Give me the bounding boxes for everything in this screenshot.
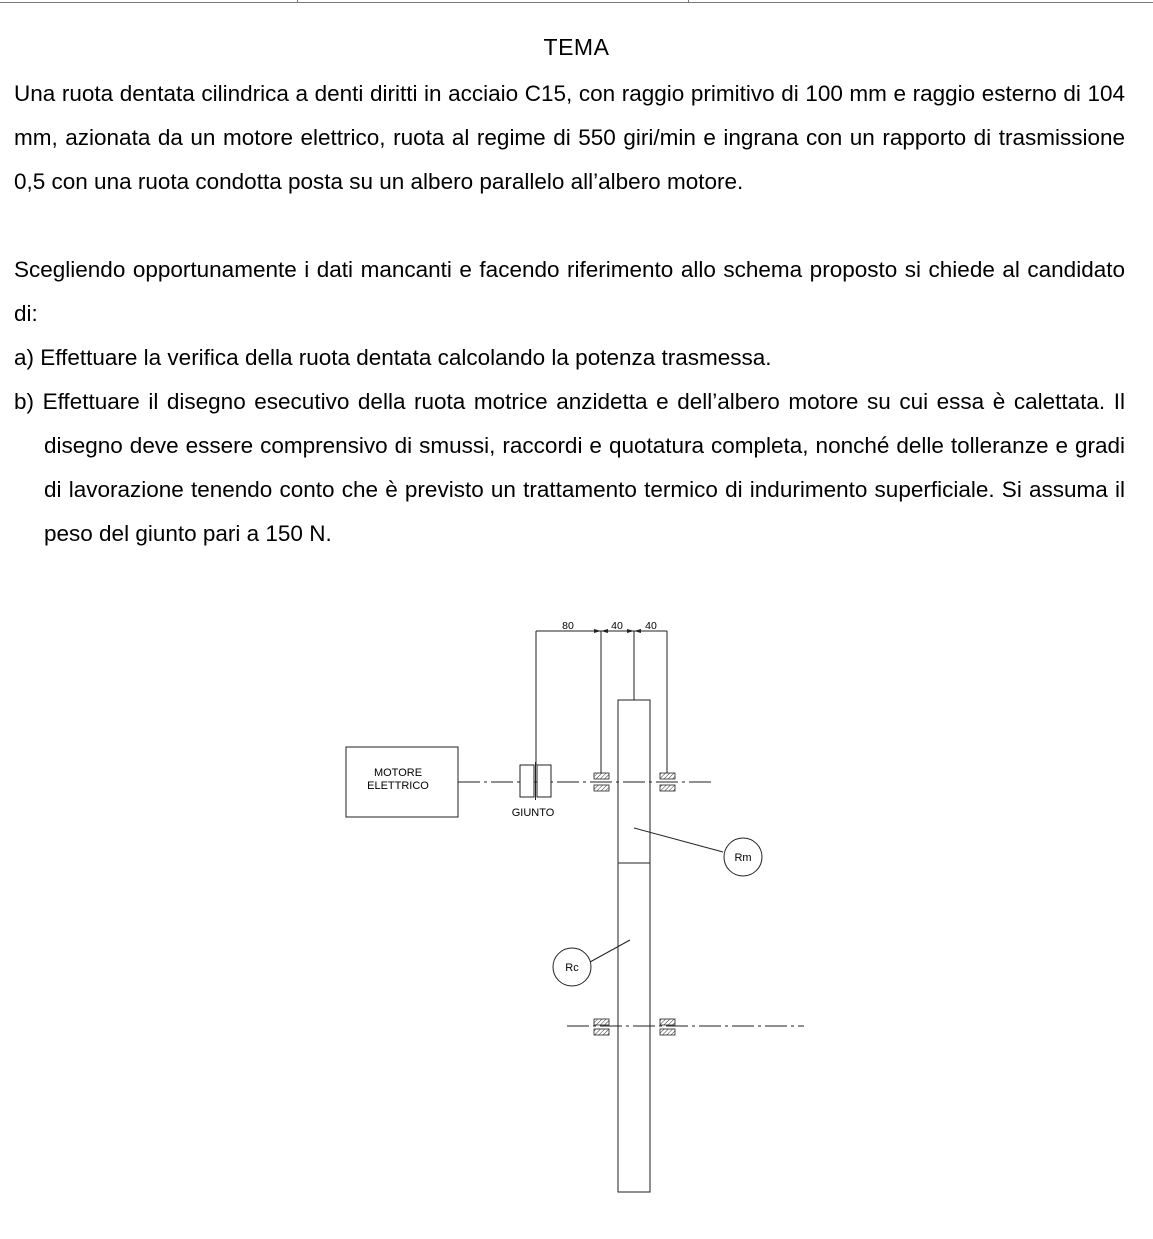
gear-wheels xyxy=(618,700,650,1192)
coupling xyxy=(520,762,551,800)
dimension-arrow xyxy=(627,629,634,633)
driven-wheel-label: Rc xyxy=(565,962,579,974)
dimension-40-left: 40 xyxy=(611,620,623,632)
dimension-lines xyxy=(536,631,667,773)
dimension-80: 80 xyxy=(562,620,574,632)
bearing xyxy=(594,1019,609,1035)
item-a: a) Effettuare la verifica della ruota dentata calcolando la potenza trasmessa. xyxy=(14,345,772,370)
item-b: b) Effettuare il disegno esecutivo della ruota motrice anzidetta e dell’albero motore su cui essa è calettata. Il disegno deve essere comprensivo di smussi, raccordi e quotatura completa, nonché delle tolleranze e gradi di lavorazione tenendo conto che è previsto un trattamento termico di indurimento superficiale. Si assuma il peso del giunto pari a 150 N. xyxy=(14,389,1125,546)
drive-wheel-label: Rm xyxy=(734,852,752,864)
dimension-arrow xyxy=(594,629,601,633)
driven-wheel-leader xyxy=(590,940,630,962)
coupling-label: GIUNTO xyxy=(511,807,555,819)
request-paragraph: Scegliendo opportunamente i dati mancanti e facendo riferimento allo schema proposto si chiede al candidato di: xyxy=(14,257,1125,326)
drive-wheel-leader xyxy=(634,828,723,852)
intro-paragraph: Una ruota dentata cilindrica a denti diritti in acciaio C15, con raggio primitivo di 100 mm e raggio esterno di 104 mm, azionata da un motore elettrico, ruota al regime di 550 giri/min e ingrana con un rapporto di trasmissione 0,5 con una ruota condotta posta su un albero parallelo all’albero motore. xyxy=(14,81,1125,194)
dimension-arrow xyxy=(601,629,608,633)
motor-label-line2: ELETTRICO xyxy=(367,780,429,792)
bearing xyxy=(660,1019,675,1035)
document-title: TEMA xyxy=(543,34,610,60)
dimension-arrow xyxy=(634,629,641,633)
dimension-40-right: 40 xyxy=(645,620,657,632)
motor-label-line1: MOTORE xyxy=(373,767,423,779)
